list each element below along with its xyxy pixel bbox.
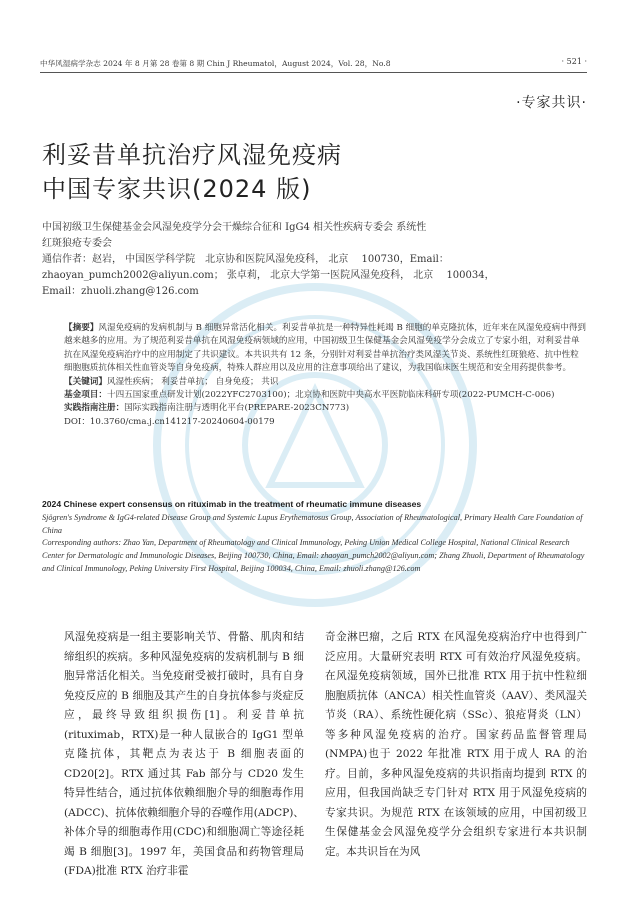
english-title: 2024 Chinese expert consensus on rituximab in the treatment of rheumatic immune diseases xyxy=(42,499,422,509)
author-block xyxy=(42,220,587,300)
body-column-left xyxy=(42,628,304,882)
abstract-paragraph xyxy=(42,322,587,376)
keywords-text: 风湿性疾病； 利妥昔单抗； 自身免疫； 共识 xyxy=(106,376,279,387)
fund-line xyxy=(42,389,587,402)
correspondence-line-1: 通信作者：赵岩， 中国医学科学院 北京协和医院风湿免疫科， 北京 100730，Email： xyxy=(42,254,449,265)
author-group-line-2: 红斑狼疮专委会 xyxy=(42,238,112,249)
page-number: · 521 · xyxy=(561,57,587,66)
header-rule xyxy=(40,72,587,73)
journal-header: 中华风湿病学杂志 2024 年 8 月第 28 卷第 8 期 Chin J Rheumatol，August 2024，Vol. 28，No.8 xyxy=(40,59,391,68)
doi-line: DOI：10.3760/cma.j.cn141217-20240604-00179 xyxy=(64,416,275,427)
title-line-1: 利妥昔单抗治疗风湿免疫病 xyxy=(42,141,342,169)
abstract-block xyxy=(42,322,587,429)
abstract-text: 风湿免疫病的发病机制与 B 细胞异常活化相关。利妥昔单抗是一种特异性耗竭 B 细胞的单克隆抗体，近年来在风湿免疫病中得到越来越多的应用。为了规范利妥昔单抗在风湿免疫病领域的应用，中国初级卫生保健基金会风湿免疫学分会成立了专家小组，对利妥昔单抗在风湿免疫病治疗中的应用制定了共识建议。本共识共有 12 条，分别针对利妥昔单抗治疗类风湿关节炎、系统性红斑狼疮、抗中性粒细胞胞质抗体相关性血管炎等自身免疫病，特殊人群应用以及应用的注意事项给出了建议，为我国临床医生规范和安全用药提供参考。 xyxy=(64,323,587,374)
title-line-2: 中国专家共识(2024 版) xyxy=(42,175,312,203)
body-paragraph-right: 奇金淋巴瘤，之后 RTX 在风湿免疫病治疗中也得到广泛应用。大量研究表明 RTX 可有效治疗风湿免疫病。在风湿免疫病领域，国外已批准 RTX 用于抗中性粒细胞胞质抗体（ANCA）相关性血管炎（AAV）、类风湿关节炎（RA）、系统性硬化病（SSc）、狼疮肾炎（LN）等多种风湿免疫病的治疗。国家药品监督管理局(NMPA)也于 2022 年批准 RTX 用于成人 RA 的治疗。目前，多种风湿免疫病的共识指南均提到 RTX 的应用，但我国尚缺乏专门针对 RTX 用于风湿免疫病的专家共识。为规范 RTX 在该领域的应用，中国初级卫生保健基金会风湿免疫学分会组织专家进行本共识制定。本共识旨在为风 xyxy=(325,631,587,858)
author-group-line-1: 中国初级卫生保健基金会风湿免疫学分会干燥综合征和 IgG4 相关性疾病专委会 系统性 xyxy=(42,222,427,233)
correspondence-line-2: zhaoyan_pumch2002@aliyun.com； 张卓莉， 北京大学第一医院风湿免疫科， 北京 100034， xyxy=(42,270,495,281)
correspondence-line-3: Email：zhuoli.zhang@126.com xyxy=(42,286,199,297)
registry-line xyxy=(42,402,587,415)
body-column-right xyxy=(325,628,587,862)
keywords-line xyxy=(42,376,587,389)
body-paragraph-left: 风湿免疫病是一组主要影响关节、骨骼、肌肉和结缔组织的疾病。多种风湿免疫病的发病机制与 B 细胞异常活化相关。当免疫耐受被打破时，具有自身免疫反应的 B 细胞及其产生的自身抗体参与炎症反应，最终导致组织损伤[1]。利妥昔单抗(rituximab，RTX)是一种人鼠嵌合的 IgG1 型单克隆抗体，其靶点为表达于 B 细胞表面的 CD20[2]。RTX 通过其 Fab 部分与 CD20 发生特异性结合，通过抗体依赖细胞介导的细胞毒作用(ADCC)、抗体依赖细胞介导的吞噬作用(ADCP)、补体介导的细胞毒作用(CDC)和细胞凋亡等途径耗竭 B 细胞[3]。1997 年，美国食品和药物管理局(FDA)批准 RTX 治疗非霍 xyxy=(64,631,304,877)
registry-text: 国际实践指南注册与透明化平台(PREPARE-2023CN773) xyxy=(124,403,350,414)
english-correspondence: Corresponding authors: Zhao Yan, Department of Rheumatology and Clinical Immunology, Peking Union Medical College Hospital, National Clinical Research Center for Dermatologic and Immunologic Diseases, Beijing 100730, China, Email: zhaoyan_pumch2002@aliyun.com; Zhang Zhuoli, Department of Rheumatology and Clinical Immunology, Peking University First Hospital, Beijing 100034, China, Email: zhuoli.zhang@126.com xyxy=(42,538,585,573)
keywords-label: 【关键词】 xyxy=(64,376,107,387)
section-tag: ·专家共识· xyxy=(516,95,587,111)
registry-label: 实践指南注册： xyxy=(64,403,125,414)
fund-label: 基金项目： xyxy=(64,390,107,401)
english-author-block xyxy=(42,512,587,576)
abstract-label: 【摘要】 xyxy=(64,323,99,333)
english-group: Sjögren's Syndrome & IgG4-related Disease Group and Systemic Lupus Erythematosus Group, Association of Rheumatological, Primary Health Care Foundation of China xyxy=(42,513,583,535)
fund-text: 十四五国家重点研发计划(2022YFC2703100)；北京协和医院中央高水平医院临床科研专项(2022-PUMCH-C-006) xyxy=(106,390,555,401)
article-title xyxy=(42,138,342,206)
